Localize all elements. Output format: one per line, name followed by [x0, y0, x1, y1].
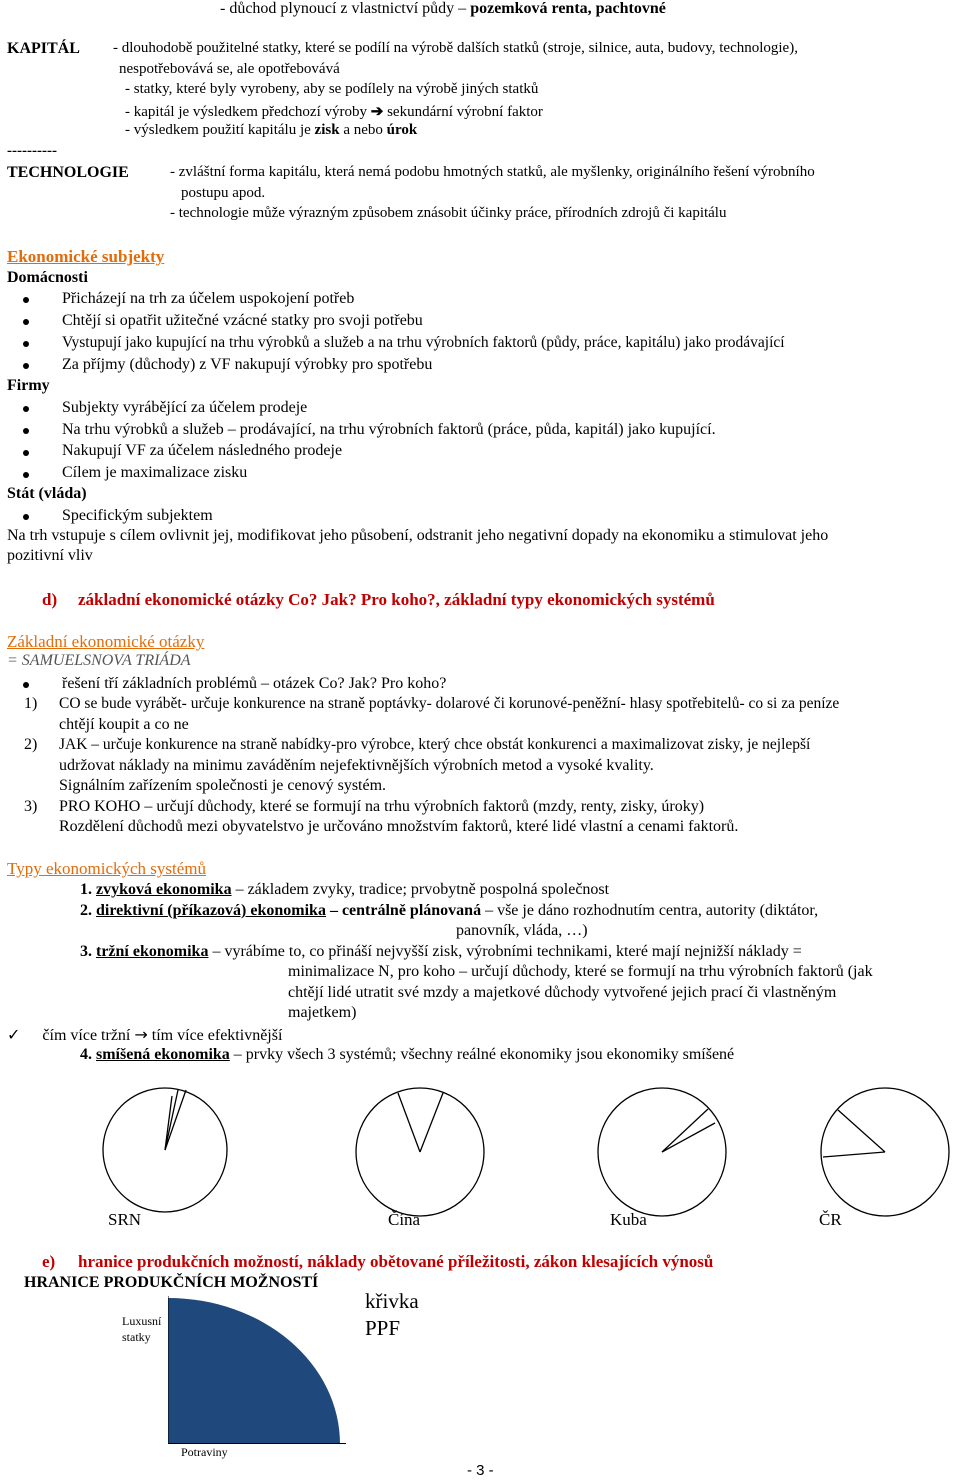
firmy-item: Subjekty vyrábějící za účelem prodeje — [62, 399, 308, 416]
bullet-icon — [23, 341, 29, 347]
bullet-icon — [23, 514, 29, 520]
firmy-item: Nakupují VF za účelem následného prodeje — [62, 442, 343, 459]
domacnosti-item: Za příjmy (důchody) z VF nakupují výrobky pro spotřebu — [62, 356, 433, 373]
bullet-icon — [23, 428, 29, 434]
firmy-item: Na trhu výrobků a služeb – prodávající, na trhu výrobních faktorů (práce, půda, kapitál) jako kupující. — [62, 421, 716, 438]
domacnosti-item: Chtějí si opatřit užitečné vzácné statky pro svoji potřebu — [62, 312, 423, 329]
stat-heading: Stát (vláda) — [7, 485, 87, 502]
q3-line-1: PRO KOHO – určují důchody, které se formují na trhu výrobních faktorů (mzdy, renty, zisky, úroky) — [59, 798, 705, 815]
pie-kuba — [595, 1085, 730, 1220]
ekonomicke-subjekty-heading: Ekonomické subjekty — [7, 247, 165, 266]
technologie-line-2: postupu apod. — [181, 185, 266, 201]
domacnosti-item: Přicházejí na trh za účelem uspokojení potřeb — [62, 290, 355, 307]
bullet-icon — [23, 450, 29, 456]
q2-line-1: JAK – určuje konkurence na straně nabídky-pro výrobce, který chce obstát konkurenci a maximalizovat zisky, je nejlepší — [59, 736, 811, 753]
typ-3-line-2: minimalizace N, pro koho – určují důchody, které se formují na trhu výrobních faktorů (jak — [288, 963, 873, 980]
pie-cr — [818, 1085, 953, 1220]
q3-line-2: Rozdělení důchodů mezi obyvatelstvo je určováno množstvím faktorů, které lidé vlastní a cenami faktorů. — [59, 818, 739, 835]
ppf-area — [168, 1298, 340, 1444]
arrow-right-icon: → — [134, 1025, 148, 1044]
top-line: - důchod plynoucí z vlastnictví půdy – pozemková renta, pachtovné — [220, 0, 666, 17]
ppf-y-label: Luxusní statky — [122, 1314, 162, 1344]
bullet-icon — [23, 297, 29, 303]
bullet-icon — [23, 319, 29, 325]
check-line: ✓ čím více tržní → tím více efektivnější — [7, 1025, 283, 1044]
pie-cina — [353, 1085, 488, 1220]
q1-line-1: CO se bude vyrábět- určuje konkurence na straně poptávky- dolarové či korunové-peněžní- hlasy spotřebitelů- co si za peníze — [59, 695, 840, 712]
separator: ---------- — [7, 143, 57, 159]
kapital-result: - výsledkem použití kapitálu je zisk a nebo úrok — [125, 122, 418, 138]
checkmark-icon: ✓ — [7, 1025, 21, 1044]
section-d-title: základní ekonomické otázky Co? Jak? Pro koho?, základní typy ekonomických systémů — [78, 590, 715, 609]
kapital-line-2: nespotřebovává se, ale opotřebovává — [119, 61, 340, 77]
technologie-line-1: - zvláštní forma kapitálu, která nemá podobu hmotných statků, ale myšlenky, originálního řešení výrobního — [170, 164, 815, 180]
bullet-icon — [23, 363, 29, 369]
q1-line-2: chtějí koupit a co ne — [59, 716, 189, 733]
arrow-right-icon: ➔ — [370, 104, 384, 120]
technologie-line-3: - technologie může výrazným způsobem znásobit účinky práce, přírodních zdrojů či kapitálu — [170, 205, 727, 221]
samuelsnova-triada: = SAMUELSNOVA TRIÁDA — [7, 652, 191, 669]
ppf-heading: HRANICE PRODUKČNÍCH MOŽNOSTÍ — [24, 1274, 319, 1291]
typ-2-line-2: panovník, vláda, …) — [456, 922, 588, 939]
q1-number: 1) — [24, 695, 38, 712]
kapital-line-1: - dlouhodobě použitelné statky, které se podílí na výrobě dalších statků (stroje, silnice, auta, budovy, technologie), — [113, 40, 798, 56]
stat-item: Specifickým subjektem — [62, 507, 213, 524]
pie-label-cina: Čína — [388, 1210, 421, 1229]
bullet-icon — [23, 682, 29, 688]
section-e-title: hranice produkčních možností, náklady obětované příležitosti, zákon klesajících výnosů — [78, 1252, 714, 1271]
technologie-label: TECHNOLOGIE — [7, 164, 129, 181]
kapital-line-3: - statky, které byly vyrobeny, aby se podílely na výrobě jiných statků — [125, 81, 539, 97]
q2-line-3: Signálním zařízením společnosti je cenový systém. — [59, 777, 387, 794]
typ-1: 1. zvyková ekonomika – základem zvyky, tradice; prvobytně pospolná společnost — [80, 881, 610, 898]
typ-3-line-4: majetkem) — [288, 1004, 357, 1021]
pie-label-cr: ČR — [819, 1210, 842, 1229]
ppf-curve-label: křivka PPF — [365, 1289, 419, 1340]
page-number: - 3 - — [467, 1462, 494, 1479]
stat-paragraph-1: Na trh vstupuje s cílem ovlivnit jej, modifikovat jeho působení, odstranit jeho negativní dopady na ekonomiku a stimulovat jeho — [7, 527, 829, 544]
ppf-x-label: Potraviny — [181, 1445, 228, 1459]
kapital-label: KAPITÁL — [7, 40, 80, 57]
section-d-marker: d) — [42, 590, 58, 609]
ppf-chart — [168, 1296, 348, 1444]
pie-label-kuba: Kuba — [610, 1210, 647, 1229]
zakladni-otazky-heading: Základní ekonomické otázky — [7, 632, 205, 651]
typ-3: 3. tržní ekonomika – vyrábíme to, co přináší nejvyšší zisk, výrobními technikami, které mají nejnižší náklady = — [80, 943, 802, 960]
stat-paragraph-2: pozitivní vliv — [7, 547, 93, 564]
kapital-line-4: - kapitál je výsledkem předchozí výroby ➔ sekundární výrobní faktor — [125, 104, 543, 120]
q2-number: 2) — [24, 736, 38, 753]
q3-number: 3) — [24, 798, 38, 815]
typ-2: 2. direktivní (příkazová) ekonomika – centrálně plánovaná – vše je dáno rozhodnutím centra, autority (diktátor, — [80, 902, 819, 919]
domacnosti-item: Vystupují jako kupující na trhu výrobků a služeb a na trhu výrobních faktorů (půdy, práce, kapitálu) jako prodávající — [62, 334, 785, 351]
q2-line-2: udržovat náklady na minimu zaváděním nejefektivnějších výrobních metod a vysoké kvality. — [59, 757, 654, 774]
pie-label-srn: SRN — [108, 1210, 142, 1229]
bullet-icon — [23, 472, 29, 478]
pie-srn — [100, 1085, 230, 1215]
domacnosti-heading: Domácnosti — [7, 269, 88, 286]
firmy-item: Cílem je maximalizace zisku — [62, 464, 248, 481]
bullet-icon — [23, 406, 29, 412]
typy-heading: Typy ekonomických systémů — [7, 859, 207, 878]
otazky-bullet: řešení tří základních problémů – otázek Co? Jak? Pro koho? — [62, 675, 447, 692]
section-e-marker: e) — [42, 1252, 56, 1271]
firmy-heading: Firmy — [7, 377, 50, 394]
typ-4: 4. smíšená ekonomika – prvky všech 3 systémů; všechny reálné ekonomiky jsou ekonomiky smíšené — [80, 1046, 735, 1063]
typ-3-line-3: chtějí lidé utratit své mzdy a majetkové důchody vytvořené jejich prací či vlastněným — [288, 984, 837, 1001]
